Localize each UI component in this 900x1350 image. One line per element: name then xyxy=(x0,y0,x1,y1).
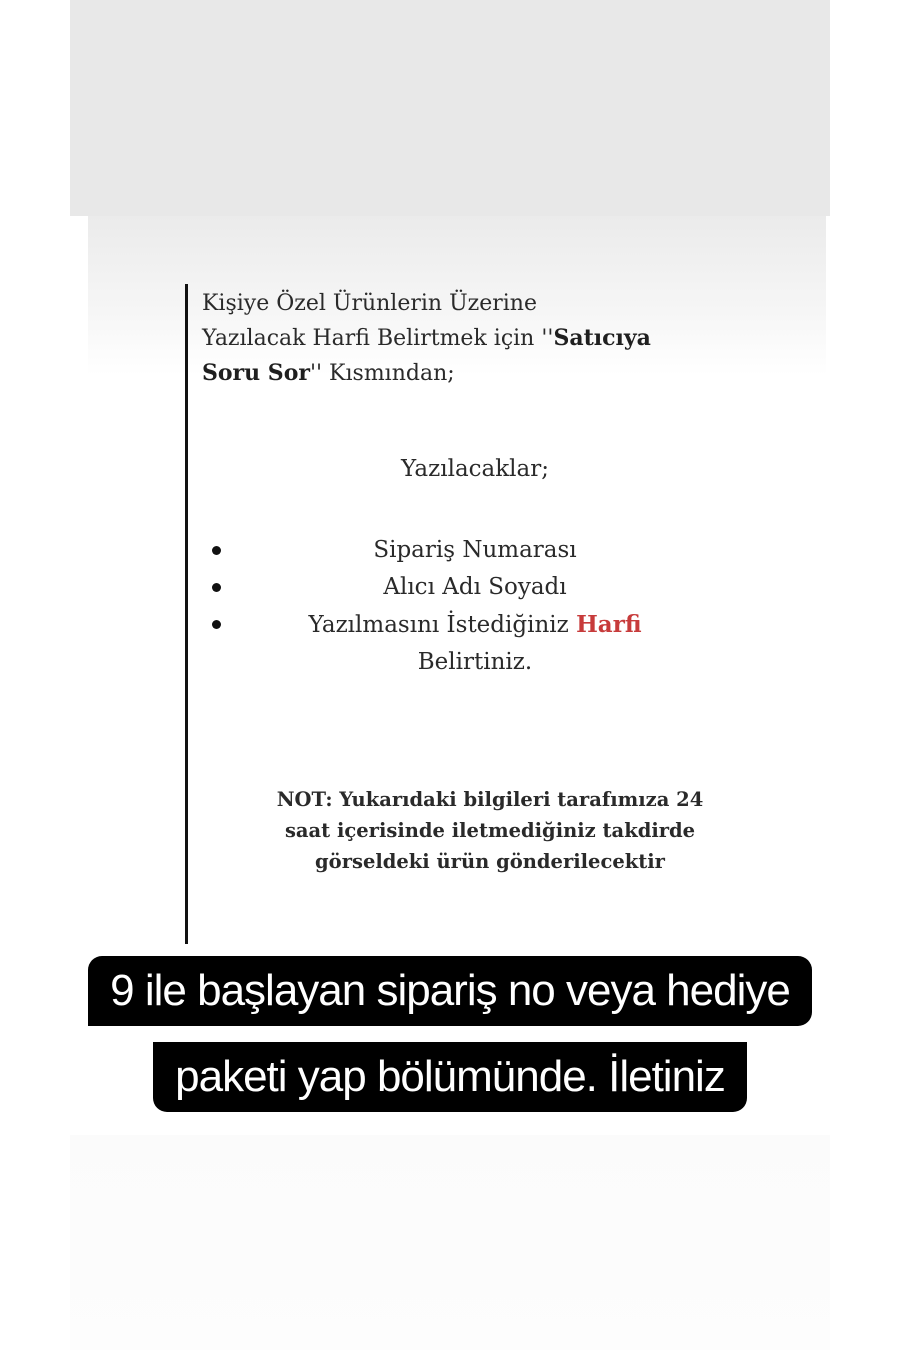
highlight-harfi: Harfi xyxy=(576,611,642,638)
bullet-icon xyxy=(212,620,221,629)
list-item-text: Yazılmasını İstediğiniz xyxy=(308,612,577,638)
list-item-text: Alıcı Adı Soyadı xyxy=(383,574,567,600)
list-item-text-cont: Belirtiniz. xyxy=(417,649,533,675)
list-item xyxy=(185,569,765,606)
caption-line-2: paketi yap bölümünde. İletiniz xyxy=(153,1042,747,1112)
intro-bold-soru-sor: Soru Sor xyxy=(202,360,310,386)
caption-line-1: 9 ile başlayan sipariş no veya hediye xyxy=(88,956,812,1026)
required-info-list xyxy=(185,532,765,681)
caption-line-2-wrap xyxy=(0,1042,900,1112)
list-heading: Yazılacaklar; xyxy=(401,456,549,482)
list-item-text: Sipariş Numarası xyxy=(373,537,577,563)
note-line-1: NOT: Yukarıdaki bilgileri tarafımıza 24 xyxy=(276,788,704,811)
note-line-2: saat içerisinde iletmediğiniz takdirde xyxy=(284,819,696,842)
bullet-icon xyxy=(212,583,221,592)
intro-bold-satici: Satıcıya xyxy=(553,325,651,351)
intro-line-3: '' Kısmından; xyxy=(309,361,455,386)
list-item xyxy=(185,606,765,681)
note-text xyxy=(205,784,775,877)
intro-text xyxy=(202,287,712,391)
document-image xyxy=(185,284,730,944)
bottom-band xyxy=(70,1135,830,1350)
intro-line-1: Kişiye Özel Ürünlerin Üzerine xyxy=(202,291,537,316)
note-line-3: görseldeki ürün gönderilecektir xyxy=(315,850,665,873)
top-gray-band xyxy=(70,0,830,216)
intro-line-2: Yazılacak Harfi Belirtmek için '' xyxy=(202,326,554,351)
list-item xyxy=(185,532,765,569)
caption-line-1-wrap xyxy=(0,956,900,1026)
bullet-icon xyxy=(212,546,221,555)
